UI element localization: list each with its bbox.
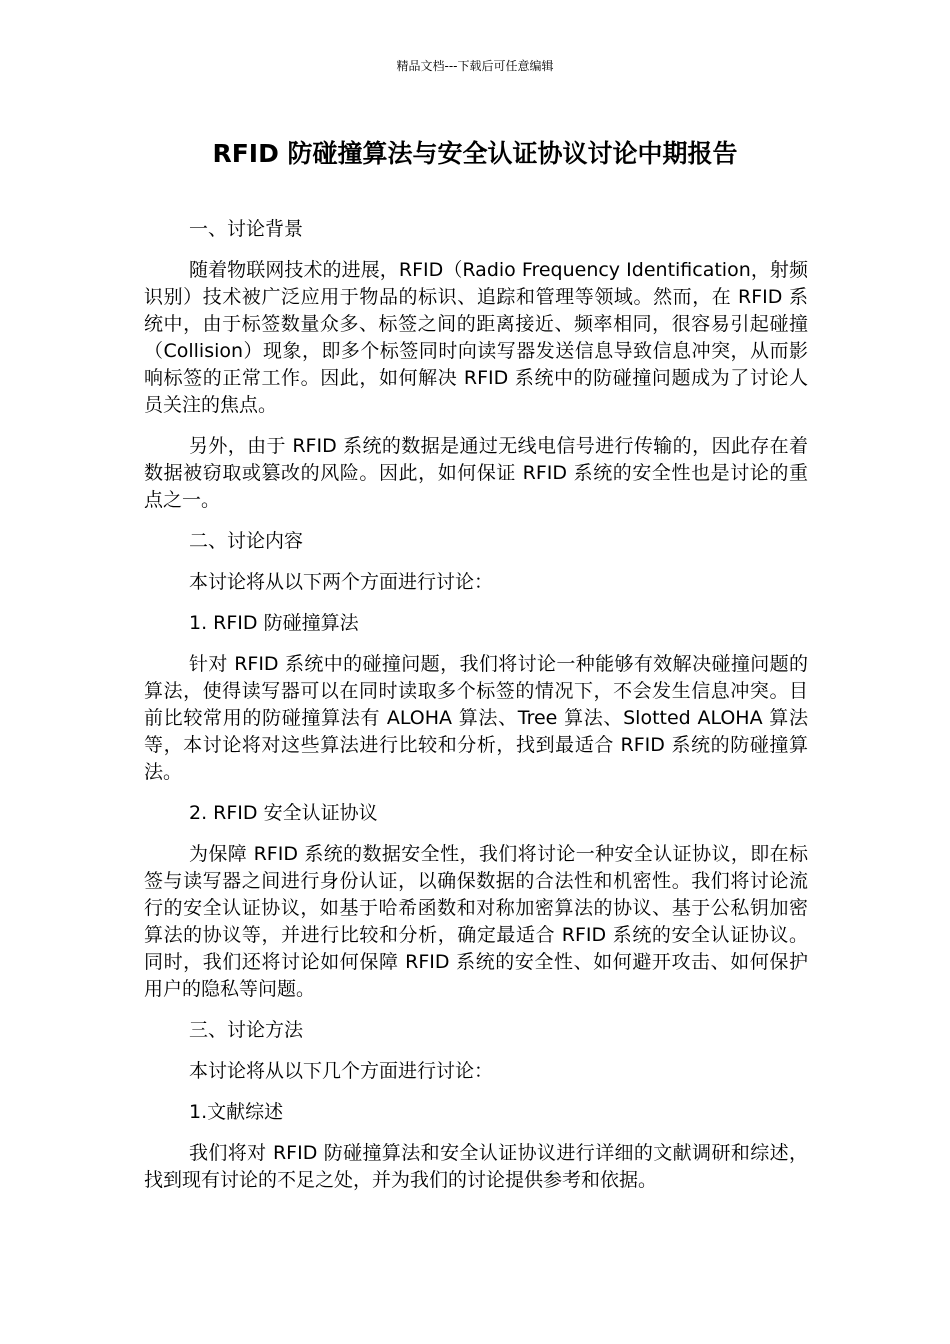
paragraph-literature-review: 我们将对 RFID 防碰撞算法和安全认证协议进行详细的文献调研和综述，找到现有讨论的不足之处，并为我们的讨论提供参考和依据。 (144, 1142, 808, 1191)
subheading-anticollision: 1. RFID 防碰撞算法 (189, 612, 359, 634)
section-heading-background: 一、讨论背景 (189, 218, 304, 240)
document-title: RFID 防碰撞算法与安全认证协议讨论中期报告 (212, 139, 738, 168)
section-heading-methods: 三、讨论方法 (189, 1019, 304, 1041)
document-body (144, 216, 808, 1208)
paragraph-authentication: 为保障 RFID 系统的数据安全性，我们将讨论一种安全认证协议，即在标签与读写器之间进行身份认证，以确保数据的合法性和机密性。我们将讨论流行的安全认证协议，如基于哈希函数和对称加密算法的协议、基于公私钥加密算法的协议等，并进行比较和分析，确定最适合 RFID 系统的安全认证协议。同时，我们还将讨论如何保障 RFID 系统的安全性、如何避开攻击、如何保护用户的隐私等问题。 (144, 843, 808, 1000)
paragraph-background-collision: 随着物联网技术的进展，RFID（Radio Frequency Identification，射频识别）技术被广泛应用于物品的标识、追踪和管理等领域。然而，在 RFID 系统中，由于标签数量众多、标签之间的距离接近、频率相同，很容易引起碰撞（Collision）现象，即多个标签同时向读写器发送信息导致信息冲突，从而影响标签的正常工作。因此，如何解决 RFID 系统中的防碰撞问题成为了讨论人员关注的焦点。 (144, 259, 808, 416)
paragraph-methods-intro: 本讨论将从以下几个方面进行讨论： (189, 1060, 494, 1082)
subheading-literature-review: 1.文献综述 (189, 1101, 284, 1123)
page-header: 精品文档---下载后可任意编辑 (396, 59, 554, 73)
section-heading-content: 二、讨论内容 (189, 530, 304, 552)
paragraph-anticollision: 针对 RFID 系统中的碰撞问题，我们将讨论一种能够有效解决碰撞问题的算法，使得读写器可以在同时读取多个标签的情况下，不会发生信息冲突。目前比较常用的防碰撞算法有 ALOHA 算法、Tree 算法、Slotted ALOHA 算法等，本讨论将对这些算法进行比较和分析，找到最适合 RFID 系统的防碰撞算法。 (144, 653, 808, 783)
paragraph-background-security: 另外，由于 RFID 系统的数据是通过无线电信号进行传输的，因此存在着数据被窃取或篡改的风险。因此，如何保证 RFID 系统的安全性也是讨论的重点之一。 (144, 435, 808, 511)
subheading-authentication: 2. RFID 安全认证协议 (189, 802, 378, 824)
paragraph-content-intro: 本讨论将从以下两个方面进行讨论： (189, 571, 494, 593)
